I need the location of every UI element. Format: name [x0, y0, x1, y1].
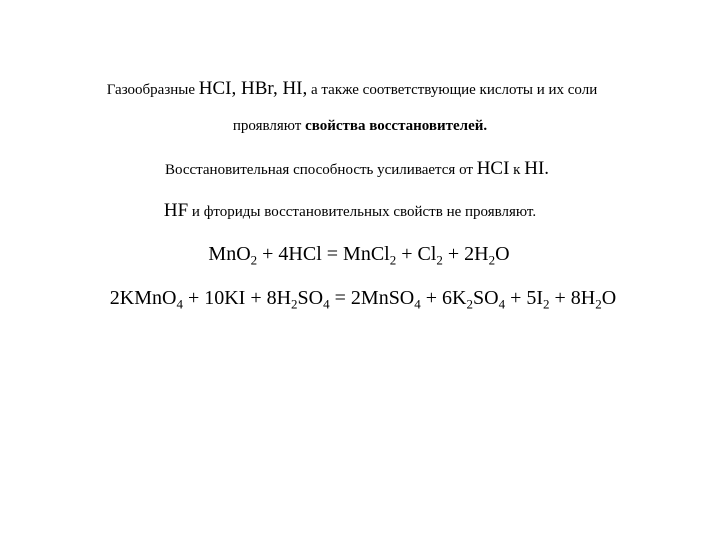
eq-subscript: 4: [323, 296, 330, 312]
eq-part: + 5I: [505, 287, 544, 309]
eq-part: SO: [473, 287, 499, 309]
eq-part: O: [495, 243, 510, 265]
equation-kmno4-ki: [3, 287, 720, 310]
eq-part: MnO: [208, 243, 251, 265]
equation-mno2-hcl: [0, 243, 719, 266]
eq-part: + 4HCl = MnCl: [257, 243, 390, 265]
eq-part: 2KMnO: [109, 287, 177, 309]
text: и фториды восстановительных свойств не проявляют.: [188, 204, 537, 220]
text: а также соответствующие кислоты и их соли: [307, 82, 598, 98]
eq-part: = 2MnSO: [329, 287, 415, 309]
text: проявляют: [232, 118, 306, 134]
formula-hf: HF: [163, 200, 189, 221]
eq-subscript: 2: [436, 252, 443, 268]
eq-subscript: 4: [414, 296, 421, 312]
eq-subscript: 2: [250, 252, 258, 268]
eq-subscript: 2: [488, 252, 496, 268]
statement-reducing-properties: [0, 118, 720, 135]
eq-part: + 6K: [420, 287, 467, 309]
text: Газообразные: [106, 82, 199, 98]
formulas: HCI, HBr, HI,: [198, 78, 308, 99]
text: Восстановительная способность усиливается от: [164, 162, 477, 178]
formula-hcl: HCI: [476, 158, 510, 179]
eq-part: + Cl: [396, 243, 437, 265]
eq-part: + 8H: [549, 287, 596, 309]
statement-reducing-ability: [0, 158, 717, 180]
eq-subscript: 2: [291, 296, 298, 312]
text: к: [509, 162, 525, 178]
eq-part: + 10KI + 8H: [182, 287, 292, 309]
statement-gaseous-halides: [0, 78, 712, 100]
eq-part: O: [601, 287, 617, 309]
eq-part: + 2H: [442, 243, 489, 265]
eq-subscript: 2: [466, 296, 473, 312]
eq-subscript: 2: [389, 252, 397, 268]
eq-subscript: 4: [176, 296, 183, 312]
eq-subscript: 2: [595, 296, 602, 312]
eq-part: SO: [297, 287, 324, 309]
formula-hi: HI.: [524, 158, 550, 179]
statement-hf: [0, 200, 710, 222]
bold-text: свойства восстановителей.: [305, 118, 488, 134]
eq-subscript: 2: [543, 296, 550, 312]
eq-subscript: 4: [498, 296, 506, 312]
